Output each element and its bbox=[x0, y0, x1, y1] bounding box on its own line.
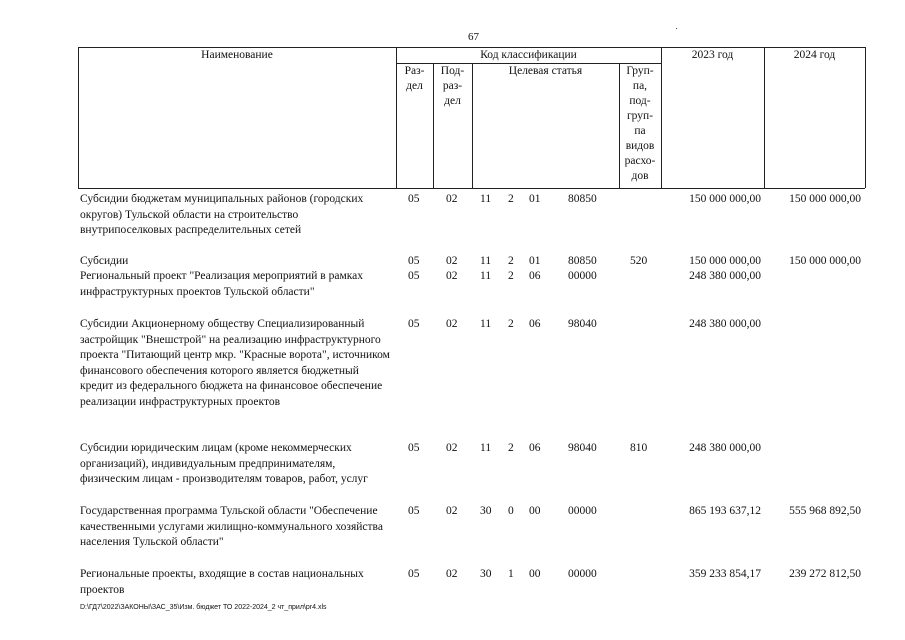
cell-event: 00 bbox=[529, 505, 541, 517]
page-number: 67 bbox=[468, 31, 479, 43]
cell-2023: 150 000 000,00 bbox=[689, 193, 761, 205]
header-classification: Код классификации bbox=[480, 49, 577, 61]
cell-direction: 00000 bbox=[568, 270, 597, 282]
header-group: Груп- па, под- груп- па видов расхо- дов bbox=[624, 65, 656, 182]
cell-2023: 865 193 637,12 bbox=[689, 505, 761, 517]
cell-2023: 150 000 000,00 bbox=[689, 255, 761, 267]
border-right bbox=[865, 47, 866, 188]
cell-direction: 98040 bbox=[568, 318, 597, 330]
cell-direction: 80850 bbox=[568, 193, 597, 205]
cell-event: 06 bbox=[529, 318, 541, 330]
cell-program: 11 bbox=[480, 255, 492, 267]
cell-event: 01 bbox=[529, 193, 541, 205]
cell-direction: 00000 bbox=[568, 505, 597, 517]
cell-razdel: 05 bbox=[408, 255, 420, 267]
cell-subprogram: 2 bbox=[508, 270, 514, 282]
border-2023-right bbox=[764, 47, 765, 188]
cell-program: 11 bbox=[480, 442, 492, 454]
cell-event: 00 bbox=[529, 568, 541, 580]
cell-program: 30 bbox=[480, 505, 492, 517]
cell-program: 11 bbox=[480, 318, 492, 330]
cell-podrazdel: 02 bbox=[446, 568, 458, 580]
cell-subprogram: 1 bbox=[508, 568, 514, 580]
cell-podrazdel: 02 bbox=[446, 318, 458, 330]
cell-subprogram: 0 bbox=[508, 505, 514, 517]
header-target-item: Целевая статья bbox=[508, 65, 583, 77]
row-name: Региональные проекты, входящие в состав национальных проектов bbox=[80, 568, 364, 596]
border-vr-right bbox=[661, 47, 662, 188]
cell-event: 06 bbox=[529, 442, 541, 454]
cell-razdel: 05 bbox=[408, 442, 420, 454]
cell-razdel: 05 bbox=[408, 270, 420, 282]
cell-podrazdel: 02 bbox=[446, 193, 458, 205]
row-name: Субсидии bbox=[80, 255, 129, 267]
cell-razdel: 05 bbox=[408, 318, 420, 330]
header-razdel: Раз- дел bbox=[404, 65, 425, 92]
cell-direction: 98040 bbox=[568, 442, 597, 454]
cell-program: 11 bbox=[480, 270, 492, 282]
cell-2023: 248 380 000,00 bbox=[689, 270, 761, 282]
header-name: Наименование bbox=[201, 49, 273, 61]
header-bottom-rule bbox=[78, 188, 865, 189]
cell-direction: 80850 bbox=[568, 255, 597, 267]
file-path-footer: D:\ГД7\2022\ЗАКОНЫ\ЗАС_35\Изм. бюджет ТО 2022-2024_2 чт_прил\pr4.xls bbox=[80, 604, 327, 611]
cell-2023: 359 233 854,17 bbox=[689, 568, 761, 580]
cell-razdel: 05 bbox=[408, 505, 420, 517]
cell-2024: 150 000 000,00 bbox=[789, 255, 861, 267]
cell-subprogram: 2 bbox=[508, 442, 514, 454]
cell-subprogram: 2 bbox=[508, 318, 514, 330]
cell-2023: 248 380 000,00 bbox=[689, 318, 761, 330]
cell-2024: 150 000 000,00 bbox=[789, 193, 861, 205]
cell-podrazdel: 02 bbox=[446, 505, 458, 517]
cell-direction: 00000 bbox=[568, 568, 597, 580]
cell-podrazdel: 02 bbox=[446, 442, 458, 454]
cell-subprogram: 2 bbox=[508, 193, 514, 205]
cell-2024: 555 968 892,50 bbox=[789, 505, 861, 517]
cell-podrazdel: 02 bbox=[446, 255, 458, 267]
cell-subprogram: 2 bbox=[508, 255, 514, 267]
cell-event: 06 bbox=[529, 270, 541, 282]
row-name: Субсидии юридическим лицам (кроме некоммерческих организаций), индивидуальным предпринимателям, физическим лицам - производителям товаров, работ, услуг bbox=[80, 442, 368, 486]
row-name: Региональный проект "Реализация мероприятий в рамках инфраструктурных проектов Тульской области" bbox=[80, 270, 364, 298]
header-podrazdel: Под- раз- дел bbox=[440, 65, 465, 107]
cell-group: 810 bbox=[630, 442, 648, 454]
row-name: Субсидии бюджетам муниципальных районов (городских округов) Тульской области на строительство внутрипоселковых распределительных сетей bbox=[80, 193, 364, 237]
cell-podrazdel: 02 bbox=[446, 270, 458, 282]
header-year-2024: 2024 год bbox=[793, 49, 836, 61]
border-left bbox=[78, 47, 79, 188]
scan-speck bbox=[676, 28, 677, 29]
cell-program: 11 bbox=[480, 193, 492, 205]
cell-2023: 248 380 000,00 bbox=[689, 442, 761, 454]
border-podrazdel-right bbox=[472, 63, 473, 188]
cell-group: 520 bbox=[630, 255, 648, 267]
cell-event: 01 bbox=[529, 255, 541, 267]
row-name: Государственная программа Тульской области "Обеспечение качественными услугами жилищно-коммунального хозяйства населения Тульской области" bbox=[80, 505, 383, 549]
cell-razdel: 05 bbox=[408, 193, 420, 205]
cell-2024: 239 272 812,50 bbox=[789, 568, 861, 580]
cell-razdel: 05 bbox=[408, 568, 420, 580]
header-year-2023: 2023 год bbox=[691, 49, 734, 61]
cell-program: 30 bbox=[480, 568, 492, 580]
row-name: Субсидии Акционерному обществу Специализированный застройщик "Внешстрой" на реализацию инфраструктурного проекта "Питающий центр мкр. "Красные ворота", источником финансового обеспечения которого является бюджетный кредит из федерального бюджета на финансовое обеспечение реализации инфраструктурных проектов bbox=[80, 318, 390, 408]
